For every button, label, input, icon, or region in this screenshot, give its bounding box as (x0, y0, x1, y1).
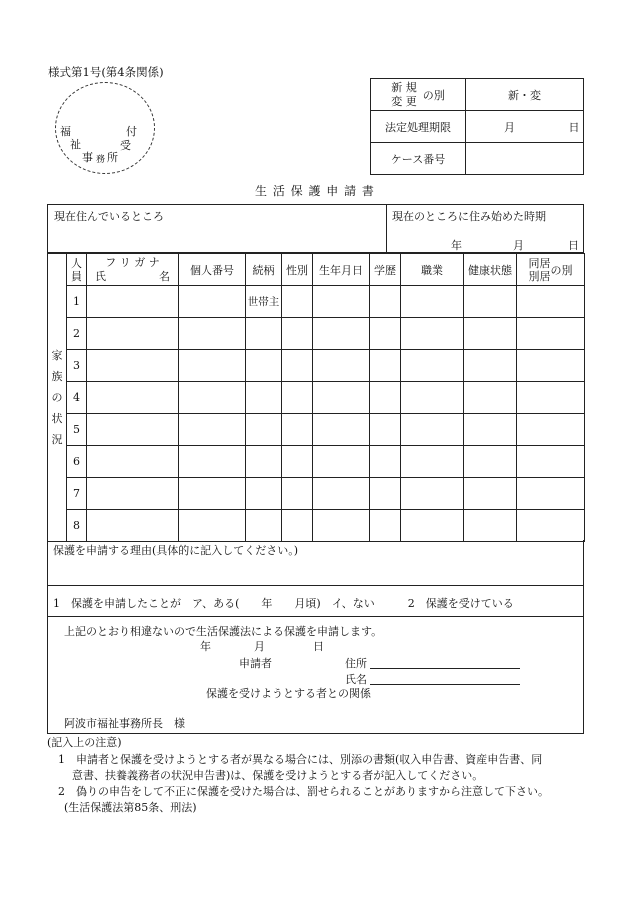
cell-relation[interactable] (246, 478, 282, 510)
case-number-label: ケース番号 (371, 143, 466, 175)
form-id: 様式第1号(第4条関係) (48, 65, 164, 79)
current-address-label: 現在住んでいるところ (54, 210, 164, 223)
cell-sex[interactable] (282, 318, 313, 350)
cell-sex[interactable] (282, 350, 313, 382)
cell-cohab[interactable] (517, 478, 585, 510)
cell-education[interactable] (370, 446, 401, 478)
header-name-left: 氏 (95, 269, 106, 283)
note-2-line-1: 2 偽りの申告をして不正に保護を受けた場合は、罰せられることがありますから注意して下さい。 (58, 785, 549, 798)
deadline-label: 法定処理期限 (371, 111, 466, 143)
address-section (47, 204, 584, 253)
stamp-char: 付 (126, 125, 137, 138)
deadline-day: 日 (568, 120, 580, 134)
reason-label: 保護を申請する理由(具体的に記入してください。) (53, 544, 299, 557)
cell-relation[interactable] (246, 350, 282, 382)
cell-education[interactable] (370, 318, 401, 350)
header-relation: 続柄 (246, 254, 282, 286)
cell-job[interactable] (401, 478, 464, 510)
history-text: 1 保護を申請したことが ア、ある( 年 月頃) イ、ない 2 保護を受けている (53, 597, 514, 610)
note-1-line-2: 意書、扶養義務者の状況申告書)は、保護を受けようとする者が記入してください。 (72, 769, 484, 782)
cell-birth[interactable] (313, 350, 370, 382)
cell-name[interactable] (87, 286, 179, 318)
cell-name[interactable] (87, 318, 179, 350)
cell-education[interactable] (370, 414, 401, 446)
relation-label: 保護を受けようとする者との関係 (206, 687, 371, 700)
header-cohab-top: 同居 (528, 256, 551, 270)
deadline-value[interactable] (466, 111, 584, 143)
table-row (48, 478, 585, 510)
row-num: 8 (67, 510, 87, 542)
cell-relation[interactable]: 世帯主 (246, 286, 282, 318)
move-in-month: 月 (513, 239, 524, 252)
cell-mynumber[interactable] (179, 350, 246, 382)
cell-sex[interactable] (282, 382, 313, 414)
cell-health[interactable] (464, 510, 517, 542)
declaration-text: 上記のとおり相違ないので生活保護法による保護を申請します。 (64, 625, 383, 638)
side-char: 家 (51, 349, 63, 362)
header-education: 学歴 (370, 254, 401, 286)
cell-birth[interactable] (313, 446, 370, 478)
header-cohab (517, 254, 585, 286)
decl-year: 年 (200, 640, 211, 653)
stamp-char: 祉 (70, 138, 81, 151)
declaration-section (47, 616, 584, 734)
cell-health[interactable] (464, 446, 517, 478)
row-num: 2 (67, 318, 87, 350)
cell-cohab[interactable] (517, 286, 585, 318)
header-sex: 性別 (282, 254, 313, 286)
cell-health[interactable] (464, 414, 517, 446)
cell-health[interactable] (464, 350, 517, 382)
header-num-bottom: 員 (71, 269, 82, 283)
side-char: 族 (51, 370, 63, 383)
new-change-value[interactable]: 新・変 (466, 79, 584, 111)
table-row (48, 318, 585, 350)
cell-mynumber[interactable] (179, 510, 246, 542)
name-label: 氏名 (345, 673, 367, 686)
row-num: 3 (67, 350, 87, 382)
cell-relation[interactable] (246, 510, 282, 542)
header-furigana: フ リ ガ ナ (105, 255, 160, 269)
cell-health[interactable] (464, 478, 517, 510)
row-num: 5 (67, 414, 87, 446)
side-char: の (51, 391, 63, 404)
cell-birth[interactable] (313, 510, 370, 542)
reception-stamp (55, 82, 155, 174)
cell-education[interactable] (370, 382, 401, 414)
header-name-right: 名 (159, 269, 170, 283)
reason-section[interactable] (47, 540, 584, 586)
cell-job[interactable] (401, 510, 464, 542)
cell-name[interactable] (87, 414, 179, 446)
cell-relation[interactable] (246, 318, 282, 350)
header-mynumber: 個人番号 (179, 254, 246, 286)
cell-mynumber[interactable] (179, 446, 246, 478)
cell-mynumber[interactable] (179, 478, 246, 510)
address-label: 住所 (345, 657, 367, 670)
move-in-date-label: 現在のところに住み始めた時期 (392, 210, 546, 223)
cell-sex[interactable] (282, 446, 313, 478)
cell-cohab[interactable] (517, 510, 585, 542)
cell-birth[interactable] (313, 318, 370, 350)
cell-education[interactable] (370, 286, 401, 318)
divider (386, 205, 387, 253)
row-num: 4 (67, 382, 87, 414)
cell-mynumber[interactable] (179, 286, 246, 318)
addressee: 阿波市福祉事務所長 様 (64, 717, 185, 730)
table-row (48, 510, 585, 542)
header-birth: 生年月日 (313, 254, 370, 286)
decl-day: 日 (313, 640, 324, 653)
stamp-char: 所 (107, 151, 118, 164)
cell-birth[interactable] (313, 382, 370, 414)
move-in-day: 日 (568, 239, 579, 252)
cell-job[interactable] (401, 446, 464, 478)
cell-sex[interactable] (282, 510, 313, 542)
cell-mynumber[interactable] (179, 318, 246, 350)
label-change: 変 更 (391, 94, 417, 108)
header-num (67, 254, 87, 286)
history-section (47, 585, 584, 617)
deadline-month: 月 (504, 120, 515, 134)
cell-job[interactable] (401, 414, 464, 446)
cell-mynumber[interactable] (179, 414, 246, 446)
cell-education[interactable] (370, 510, 401, 542)
label-new: 新 規 (391, 80, 417, 94)
note-1-line-1: 1 申請者と保護を受けようとする者が異なる場合には、別添の書類(収入申告書、資産申告書、同 (58, 753, 543, 766)
header-name (87, 254, 179, 286)
header-health: 健康状態 (464, 254, 517, 286)
row-num: 1 (67, 286, 87, 318)
cell-sex[interactable] (282, 286, 313, 318)
header-cohab-suffix: の別 (550, 263, 573, 277)
cell-job[interactable] (401, 350, 464, 382)
cell-birth[interactable] (313, 286, 370, 318)
cell-health[interactable] (464, 286, 517, 318)
stamp-char: 福 (60, 125, 71, 138)
stamp-char: 受 (120, 139, 131, 152)
side-char: 状 (51, 412, 63, 425)
row-num: 6 (67, 446, 87, 478)
cell-cohab[interactable] (517, 382, 585, 414)
new-change-label (371, 79, 466, 111)
cell-cohab[interactable] (517, 446, 585, 478)
applicant-label: 申請者 (239, 657, 272, 670)
family-table (47, 253, 585, 542)
cell-sex[interactable] (282, 478, 313, 510)
header-job: 職業 (401, 254, 464, 286)
table-row (48, 286, 585, 318)
cell-name[interactable] (87, 510, 179, 542)
cell-birth[interactable] (313, 414, 370, 446)
cell-relation[interactable] (246, 382, 282, 414)
family-side-label (48, 254, 67, 542)
decl-month: 月 (254, 640, 265, 653)
address-line[interactable] (370, 668, 520, 669)
cell-mynumber[interactable] (179, 382, 246, 414)
row-num: 7 (67, 478, 87, 510)
move-in-year: 年 (451, 239, 462, 252)
page-title: 生 活 保 護 申 請 書 (255, 184, 375, 198)
table-row (48, 350, 585, 382)
case-number-value[interactable] (466, 143, 584, 175)
cell-job[interactable] (401, 318, 464, 350)
header-cohab-bottom: 別居 (528, 269, 551, 283)
cell-name[interactable] (87, 478, 179, 510)
table-row (48, 414, 585, 446)
cell-job[interactable] (401, 286, 464, 318)
cell-name[interactable] (87, 446, 179, 478)
table-row (48, 382, 585, 414)
label-suffix: の別 (422, 88, 445, 102)
header-num-top: 人 (71, 256, 82, 270)
stamp-char: 務 (96, 155, 106, 165)
cell-cohab[interactable] (517, 350, 585, 382)
cell-relation[interactable] (246, 446, 282, 478)
cell-name[interactable] (87, 350, 179, 382)
cell-health[interactable] (464, 318, 517, 350)
cell-sex[interactable] (282, 414, 313, 446)
cell-health[interactable] (464, 382, 517, 414)
side-char: 況 (51, 433, 63, 446)
note-2-line-2: (生活保護法第85条、刑法) (64, 801, 197, 814)
info-table (370, 78, 584, 175)
cell-name[interactable] (87, 382, 179, 414)
cell-birth[interactable] (313, 478, 370, 510)
notes-heading: (記入上の注意) (47, 736, 122, 749)
cell-education[interactable] (370, 478, 401, 510)
stamp-char: 事 (82, 151, 93, 164)
family-header-row (48, 254, 585, 286)
cell-education[interactable] (370, 350, 401, 382)
cell-relation[interactable] (246, 414, 282, 446)
cell-cohab[interactable] (517, 318, 585, 350)
table-row (48, 446, 585, 478)
name-line[interactable] (370, 684, 520, 685)
cell-job[interactable] (401, 382, 464, 414)
cell-cohab[interactable] (517, 414, 585, 446)
